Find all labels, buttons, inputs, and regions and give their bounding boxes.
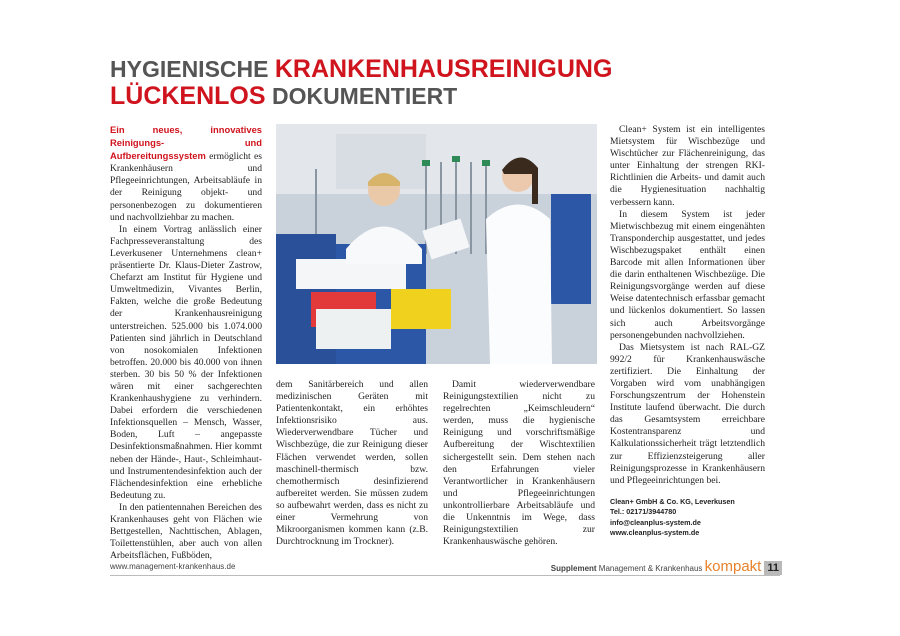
photo-illustration [276, 124, 597, 364]
contact-block [610, 497, 765, 539]
headline-word-lueckenlos: LÜCKENLOS [110, 82, 266, 110]
footer-kompakt-logo: kompakt [704, 558, 762, 575]
contact-website[interactable]: www.cleanplus-system.de [610, 528, 700, 538]
footer-supplement: Supplement [550, 564, 597, 573]
article-photo-cleaning-staff [276, 124, 597, 364]
paragraph: In diesem System ist jeder Mietwischbezug mit einem eingenähten Transponderchip ausgestattet, und jedes Wischbezugspaket enthält einen Barcode mit allen Informationen über die darin enthaltenen Wischbezüge. Die Reinigungsvorgänge werden auf diese Weise datentechnisch erfassbar gemacht und lückenlos dokumentiert. So lassen sich auch Arbeitsvorgänge personengebunden nachvollziehen. [610, 208, 765, 341]
footer-publication: Management & Krankenhaus [598, 564, 703, 573]
contact-company: Clean+ GmbH & Co. KG, Leverkusen [610, 496, 735, 506]
paragraph: dem Sanitärbereich und allen medizinischen Geräten mit Patientenkontakt, ein erhöhtes Infektionsrisiko aus. Wiederverwendbare Tücher und Wischbezüge, die zur Reinigung dieser Flächen verwendet werden, sollen maschinell-thermisch bzw. chemothermisch desinfizierend aufbereitet werden. Sie müssen zudem so aufbewahrt werden, dass es nicht zu einer Vermehrung von Mikroorganismen kommen kann (z.B. Durchtrocknung im Trockner). [276, 379, 428, 548]
paragraph: Das Mietsystem ist nach RAL-GZ 992/2 für Krankenhauswäsche zertifiziert. Die Einhaltung der Vorgaben wird vom unabhängigen Forschungszentrum der Hohenstein Institute laufend überwacht. Die durch das Gesamtsystem erreichbare Kostentransparenz und Kalkulationssicherheit trägt letztendlich zur Effizienzsteigerung aller Reinigungsprozesse in Krankenhäusern und Pflegeeinrichtungen bei. [610, 341, 765, 486]
page-number: 11 [764, 561, 782, 575]
intro-paragraph [110, 124, 262, 224]
paragraph: Damit wiederverwendbare Reinigungstextilien nicht zu regelrechten „Keimschleudern“ werden, muss die hygienische Reinigung und vorschriftsmäßige Aufbereitung der Wischtextilien sichergestellt sein. Dem stehen nach den Erfahrungen vieler Verantwortlicher in Krankenhäusern und Pflegeeinrichtungen unkontrollierbare Arbeitsabläufe und die Unkenntnis im Wege, dass Reinigungstextilien zur Krankenhauswäsche gehören. [443, 379, 595, 548]
article-column-3 [443, 379, 595, 548]
article-column-4 [610, 124, 765, 539]
footer-divider [110, 575, 780, 576]
contact-phone: Tel.: 02171/3944780 [610, 507, 677, 517]
contact-email[interactable]: info@cleanplus-system.de [610, 517, 701, 527]
article-headline [110, 56, 612, 110]
footer-brand [551, 558, 782, 575]
headline-word-hygienische: HYGIENISCHE [110, 56, 269, 82]
lead-text: Ein neues, innovatives Reinigungs- und Aufbereitungssystem [110, 124, 262, 162]
intro-text: ermöglicht es Krankenhäusern und Pflegeeinrichtungen, Arbeitsabläufe in der Reinigung objekt- und personenbezogen zu dokumentieren und nachvollziehbar zu machen. [110, 151, 262, 223]
paragraph: In den patientennahen Bereichen des Krankenhauses geht von Flächen wie Bettgestellen, Nachttischen, Ablagen, Toilettenstühlen, aber auch von allen Arbeitsflächen, Fußböden, [110, 501, 262, 562]
footer-url[interactable]: www.management-krankenhaus.de [110, 562, 236, 571]
paragraph: In einem Vortrag anlässlich einer Fachpresseveranstaltung des Leverkusener Unternehmens clean+ präsentierte Dr. Klaus-Dieter Zastrow, Chefarzt am Institut für Hygiene und Umweltmedizin, Vivantes Berlin, Fakten, welche die große Bedeutung der Krankenhausreinigung unterstreichen. 525.000 bis 1.074.000 Patienten sind jährlich in Deutschland von nosokomialen Infektionen betroffen. 20.000 bis 40.000 von ihnen sterben. 30 bis 50 % der Infektionen wären mit einer sachgerechten Krankenhaushygiene zu verhindern. Dabei erfordern die verschiedenen Infektionsquellen – Mensch, Wasser, Boden, Luft – angepasste Desinfektionsmaßnahmen. Hier kommt neben der Hände-, Haut-, Schleimhaut- und Instrumentendesinfektion auch der Flächendesinfektion eine erhebliche Bedeutung zu. [110, 223, 262, 501]
headline-word-krankenhausreinigung: KRANKENHAUSREINIGUNG [274, 55, 613, 83]
article-column-2 [276, 379, 428, 548]
headline-word-dokumentiert: DOKUMENTIERT [271, 83, 458, 109]
paragraph: Clean+ System ist ein intelligentes Mietsystem für Wischbezüge und Wischtücher zur Flächenreinigung, das unter Einhaltung der strengen RKI-Richtlinien die Arbeits- und damit auch die Hygienesituation nachhaltig verbessern kann. [610, 124, 765, 208]
article-column-1 [110, 124, 262, 562]
